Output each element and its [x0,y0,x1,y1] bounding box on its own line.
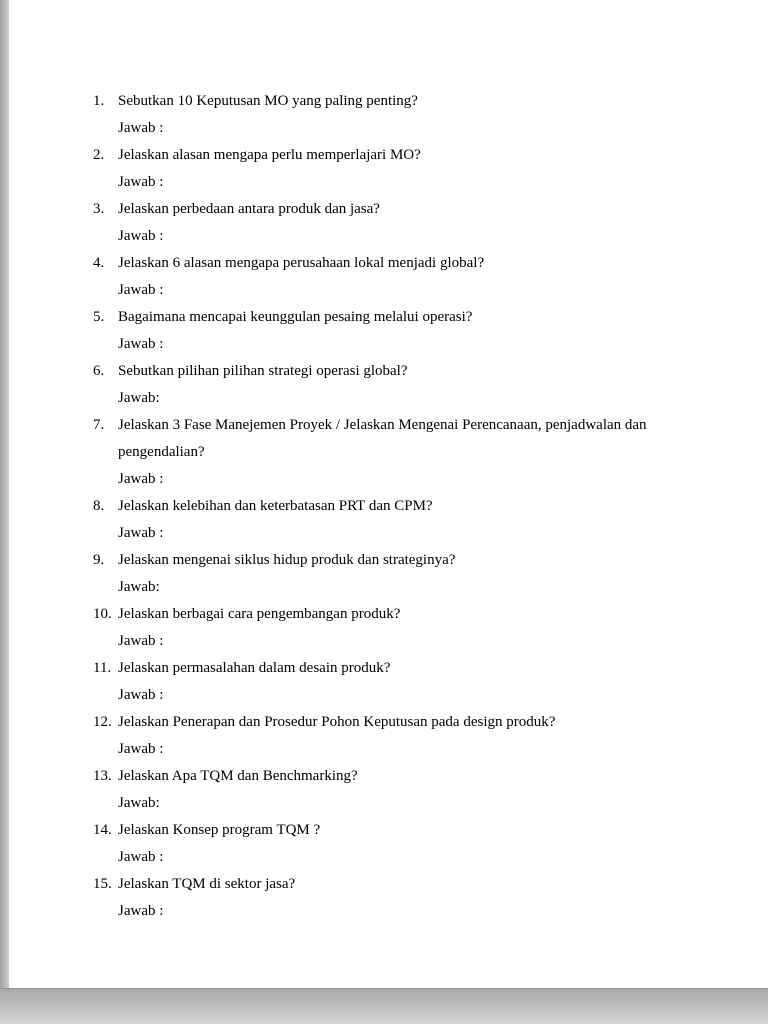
question-item [93,142,686,196]
item-number: 6. [93,363,105,379]
question-text: Jelaskan Apa TQM dan Benchmarking? [118,768,358,784]
document-page [9,0,768,988]
question-text: Jelaskan berbagai cara pengembangan produk? [118,606,401,622]
question-body [118,871,295,925]
question-text: Jelaskan TQM di sektor jasa? [118,876,296,892]
answer-label: Jawab : [118,849,164,865]
answer-label: Jawab: [118,390,160,406]
question-text: Jelaskan mengenai siklus hidup produk dan strateginya? [118,552,456,568]
question-body [118,655,390,709]
question-item [93,817,686,871]
item-number: 4. [93,255,105,271]
item-number: 9. [93,552,105,568]
question-body [118,250,484,304]
item-number: 13. [93,768,112,784]
question-item [93,709,686,763]
item-number: 12. [93,714,112,730]
question-text: Jelaskan alasan mengapa perlu memperlajari MO? [118,147,421,163]
question-text: Jelaskan kelebihan dan keterbatasan PRT dan CPM? [118,498,433,514]
question-text: Jelaskan Konsep program TQM ? [118,822,321,838]
question-body [118,142,421,196]
answer-label: Jawab : [118,903,164,919]
question-body [118,817,320,871]
question-item [93,196,686,250]
question-text: Jelaskan 6 alasan mengapa perusahaan lokal menjadi global? [118,255,485,271]
answer-label: Jawab : [118,174,164,190]
question-body [118,196,380,250]
question-item [93,412,686,493]
question-body [118,88,418,142]
answer-label: Jawab : [118,525,164,541]
item-number: 11. [93,660,112,676]
question-item [93,763,686,817]
item-number: 10. [93,606,112,622]
question-text: Sebutkan 10 Keputusan MO yang paling penting? [118,93,418,109]
item-number: 1. [93,93,105,109]
question-item [93,250,686,304]
answer-label: Jawab: [118,579,160,595]
page-edge-bottom [0,988,768,1024]
answer-label: Jawab : [118,633,164,649]
answer-label: Jawab : [118,336,164,352]
question-item [93,88,686,142]
question-text: Jelaskan 3 Fase Manejemen Proyek / Jelaskan Mengenai Perencanaan, penjadwalan dan pengendalian? [118,417,647,460]
item-number: 14. [93,822,112,838]
item-number: 3. [93,201,105,217]
item-number: 5. [93,309,105,325]
question-item [93,493,686,547]
question-item [93,304,686,358]
question-body [118,763,358,817]
question-body [118,601,400,655]
question-text: Jelaskan permasalahan dalam desain produk? [118,660,391,676]
item-number: 7. [93,417,105,433]
answer-label: Jawab : [118,282,164,298]
question-item [93,601,686,655]
question-body [118,493,433,547]
answer-label: Jawab : [118,741,164,757]
question-item [93,871,686,925]
question-text: Jelaskan Penerapan dan Prosedur Pohon Keputusan pada design produk? [118,714,556,730]
question-body [118,412,674,493]
item-number: 2. [93,147,105,163]
question-body [118,358,408,412]
item-number: 8. [93,498,105,514]
answer-label: Jawab : [118,471,164,487]
item-number: 15. [93,876,112,892]
question-text: Bagaimana mencapai keunggulan pesaing melalui operasi? [118,309,473,325]
question-item [93,358,686,412]
answer-label: Jawab : [118,687,164,703]
answer-label: Jawab : [118,120,164,136]
question-text: Sebutkan pilihan pilihan strategi operasi global? [118,363,408,379]
question-body [118,547,455,601]
question-body [118,304,472,358]
page-edge-left [0,0,9,1024]
answer-label: Jawab: [118,795,160,811]
question-body [118,709,555,763]
question-list [9,0,768,925]
question-item [93,547,686,601]
question-text: Jelaskan perbedaan antara produk dan jasa? [118,201,380,217]
answer-label: Jawab : [118,228,164,244]
question-item [93,655,686,709]
